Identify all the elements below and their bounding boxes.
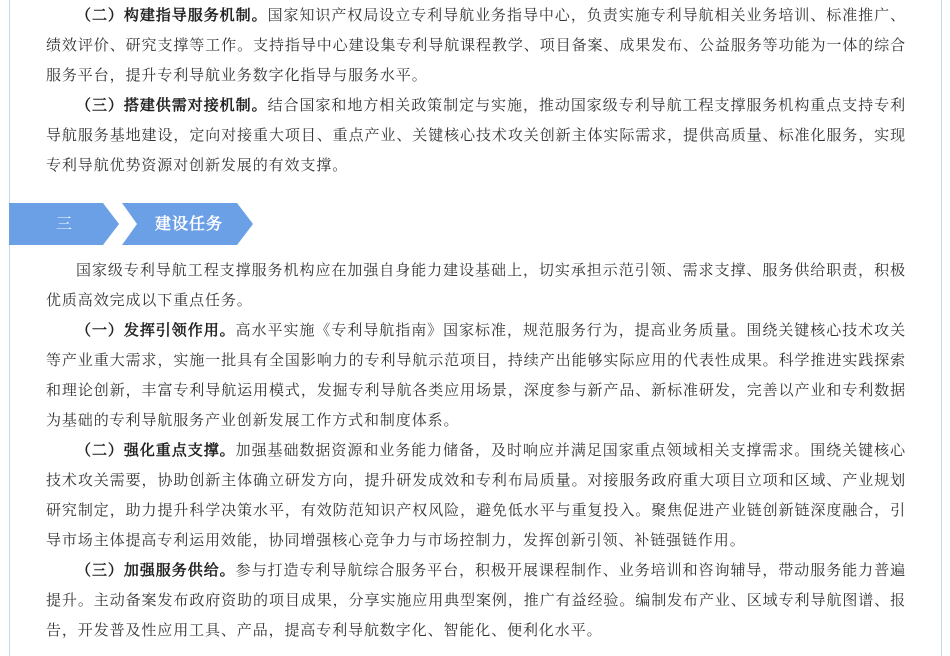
paragraph-heading: （二）强化重点支撑。 xyxy=(76,441,236,459)
paragraph-heading: （一）发挥引领作用。 xyxy=(76,321,236,339)
paragraph-intro: 国家级专利导航工程支撑服务机构应在加强自身能力建设基础上，切实承担示范引领、需求支撑、服务供给职责，积极优质高效完成以下重点任务。 xyxy=(46,261,906,309)
paragraph-guidance-mechanism xyxy=(46,0,906,90)
paragraph-body: 参与打造专利导航综合服务平台，积极开展课程制作、业务培训和咨询辅导，带动服务能力普遍提升。主动备案发布政府资助的项目成果，分享实施应用典型案例，推广有益经验。编制发布产业、区域专利导航图谱、报告，开发普及性应用工具、产品，提高专利导航数字化、智能化、便利化水平。 xyxy=(46,561,906,639)
paragraph-body: 高水平实施《专利导航指南》国家标准，规范服务行为，提高业务质量。围绕关键核心技术攻关等产业重大需求，实施一批具有全国影响力的专利导航示范项目，持续产出能够实际应用的代表性成果。科学推进实践探索和理论创新，丰富专利导航运用模式，发掘专利导航各类应用场景，深度参与新产品、新标准研发，完善以产业和专利数据为基础的专利导航服务产业创新发展工作方式和制度体系。 xyxy=(46,321,906,429)
paragraph-heading: （二）构建指导服务机制。 xyxy=(76,6,268,24)
paragraph-heading: （三）搭建供需对接机制。 xyxy=(76,96,268,114)
section-banner xyxy=(9,203,259,245)
section-tasks xyxy=(46,255,906,645)
section-title: 建设任务 xyxy=(154,214,223,233)
paragraph-task-support xyxy=(46,435,906,555)
paragraph-body: 结合国家和地方相关政策制定与实施，推动国家级专利导航工程支撑服务机构重点支持专利导航服务基地建设，定向对接重大项目、重点产业、关键核心技术攻关创新主体实际需求，提供高质量、标准化服务，实现专利导航优势资源对创新发展的有效支撑。 xyxy=(46,96,906,174)
right-border-line xyxy=(941,0,942,656)
paragraph-task-lead xyxy=(46,315,906,435)
paragraph-body: 国家知识产权局设立专利导航业务指导中心，负责实施专利导航相关业务培训、标准推广、绩效评价、研究支撑等工作。支持指导中心建设集专利导航课程教学、项目备案、成果发布、公益服务等功能为一体的综合服务平台，提升专利导航业务数字化指导与服务水平。 xyxy=(46,6,906,84)
paragraph-body: 加强基础数据资源和业务能力储备，及时响应并满足国家重点领域相关支撑需求。围绕关键核心技术攻关需要，协助创新主体确立研发方向，提升研发成效和专利布局质量。对接服务政府重大项目立项和区域、产业规划研究制定，助力提升科学决策水平，有效防范知识产权风险，避免低水平与重复投入。聚焦促进产业链创新链深度融合，引导市场主体提高专利运用效能，协同增强核心竞争力与市场控制力，发挥创新引领、补链强链作用。 xyxy=(46,441,906,549)
section-top xyxy=(46,0,906,180)
paragraph-heading: （三）加强服务供给。 xyxy=(76,561,236,579)
paragraph-task-service xyxy=(46,555,906,645)
section-number: 三 xyxy=(55,214,72,233)
paragraph-supply-demand-mechanism xyxy=(46,90,906,180)
left-border-line xyxy=(9,0,10,656)
